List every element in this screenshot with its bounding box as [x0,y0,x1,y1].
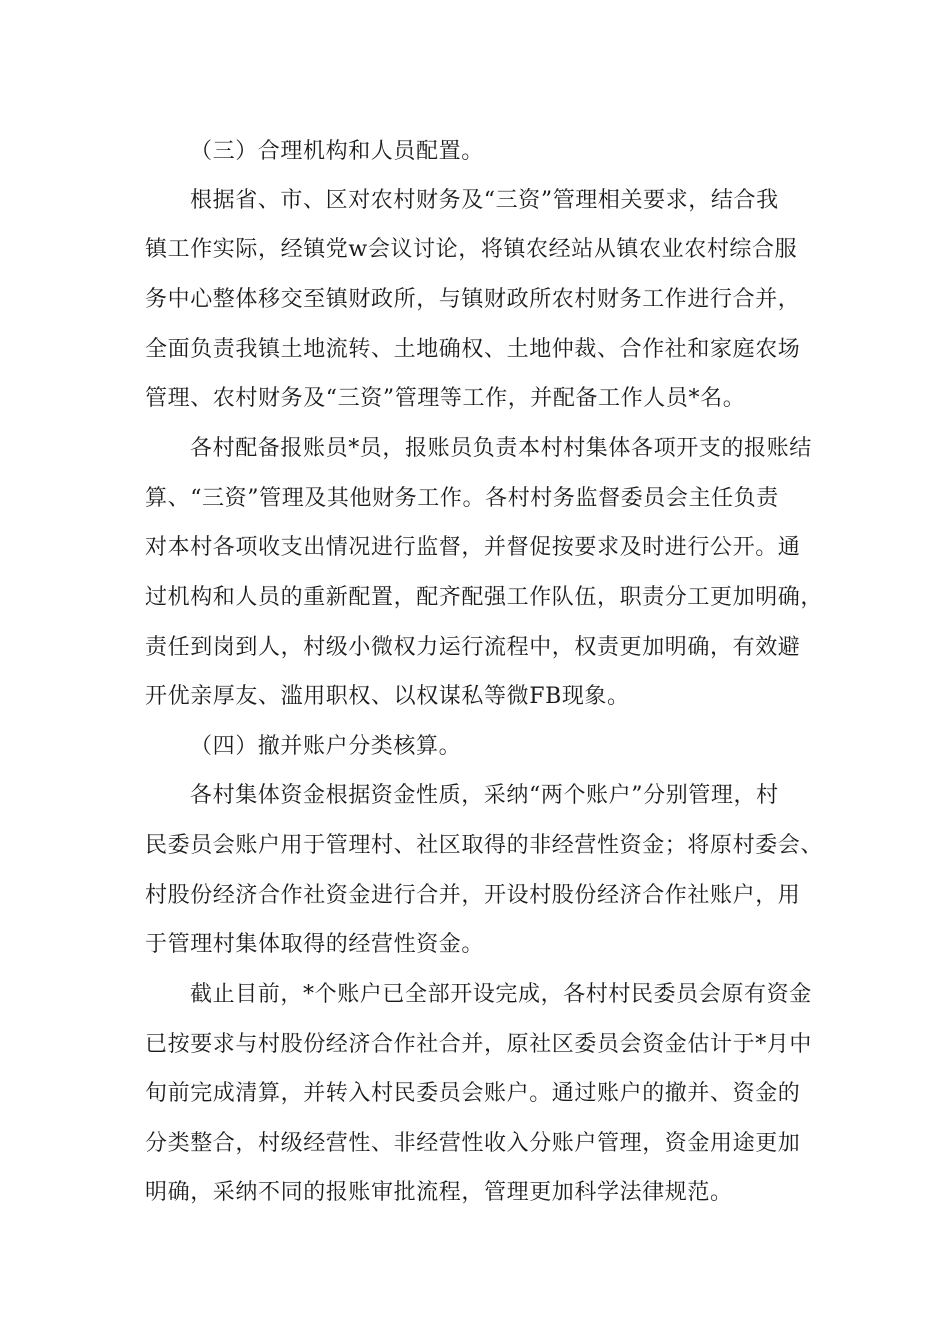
paragraph-line: 旬前完成清算，并转入村民委员会账户。通过账户的撤并、资金的 [145,1081,801,1106]
paragraph-line: 各村集体资金根据资金性质，采纳“两个账户”分别管理，村 [190,783,779,808]
paragraph-line: 务中心整体移交至镇财政所，与镇财政所农村财务工作进行合并， [145,287,801,312]
paragraph-line: 分类整合，村级经营性、非经营性收入分账户管理，资金用途更加 [145,1131,801,1156]
section-heading-3: （三）合理机构和人员配置。 [190,139,484,164]
paragraph-line: 管理、农村财务及“三资”管理等工作，并配备工作人员*名。 [145,386,746,411]
paragraph-line: 于管理村集体取得的经营性资金。 [145,932,485,957]
paragraph-line: 各村配备报账员*员，报账员负责本村村集体各项开支的报账结 [190,436,812,461]
paragraph-line: 已按要求与村股份经济合作社合并，原社区委员会资金估计于*月中 [145,1032,813,1057]
paragraph-line: 责任到岗到人，村级小微权力运行流程中，权责更加明确，有效避 [145,635,801,660]
section-heading-4: （四）撤并账户分类核算。 [190,734,462,759]
paragraph-line: 村股份经济合作社资金进行合并，开设村股份经济合作社账户，用 [145,883,801,908]
paragraph-line: 对本村各项收支出情况进行监督，并督促按要求及时进行公开。通 [145,535,801,560]
paragraph-line: 截止目前，*个账户已全部开设完成，各村村民委员会原有资金 [190,982,812,1007]
paragraph-line: 过机构和人员的重新配置，配齐配强工作队伍，职责分工更加明确， [145,585,824,610]
paragraph-line: 根据省、市、区对农村财务及“三资”管理相关要求，结合我 [190,188,779,213]
paragraph-line: 民委员会账户用于管理村、社区取得的非经营性资金；将原村委会、 [145,833,824,858]
paragraph-line: 镇工作实际，经镇党w会议讨论，将镇农经站从镇农业农村综合服 [145,237,798,262]
paragraph-line: 开优亲厚友、滥用职权、以权谋私等微FB现象。 [145,684,630,709]
paragraph-line: 算、“三资”管理及其他财务工作。各村村务监督委员会主任负责 [145,486,779,511]
paragraph-line: 明确，采纳不同的报账审批流程，管理更加科学法律规范。 [145,1180,733,1205]
paragraph-line: 全面负责我镇土地流转、土地确权、土地仲裁、合作社和家庭农场 [145,337,801,362]
